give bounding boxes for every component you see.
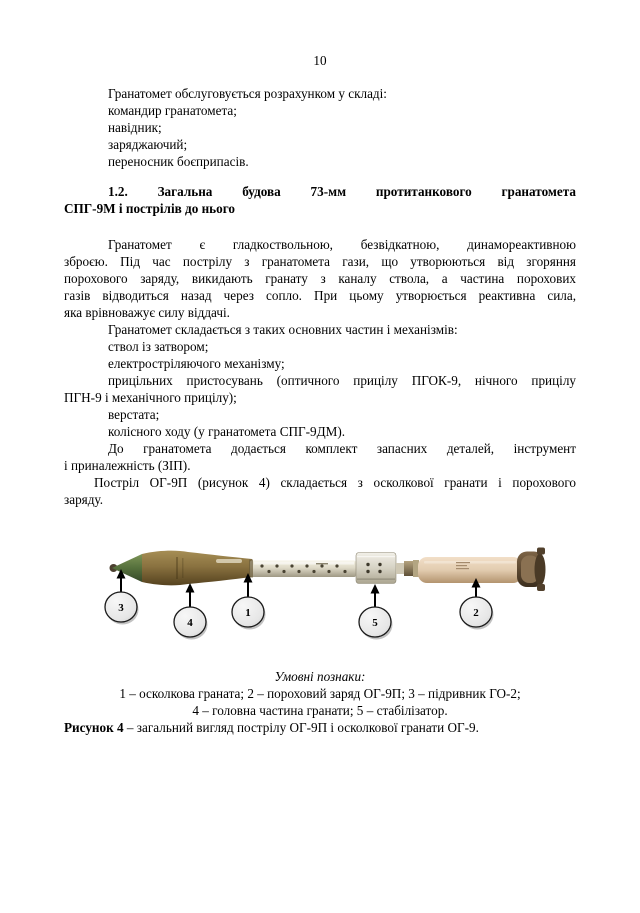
- callout-2: [460, 578, 494, 630]
- connector-neck: [396, 563, 404, 574]
- figure-caption: [64, 719, 576, 736]
- svg-text:5: 5: [372, 617, 378, 629]
- connector-ring: [404, 561, 414, 576]
- nozzle-block-groove: [357, 579, 395, 580]
- tube-seam: [249, 560, 253, 578]
- cap-lug: [537, 584, 545, 591]
- legend-line: 1 – осколкова граната; 2 – пороховий заряд ОГ-9П; 3 – підривник ГО-2;: [119, 686, 521, 701]
- list-item-line: заряджаючий;: [108, 137, 188, 152]
- projectile-photo: [110, 548, 546, 592]
- figure-caption-block: [64, 668, 576, 736]
- body-line: і приналежність (ЗІП).: [64, 458, 191, 473]
- section-heading-line: 1.2. Загальна будова 73-мм протитанкового гранатомета: [108, 184, 576, 199]
- section-heading-line: СПГ-9М і пострілів до нього: [64, 201, 236, 216]
- tube-stamp: [316, 563, 328, 564]
- body-line: Постріл ОГ-9П (рисунок 4) складається з осколкової гранати і порохового: [94, 475, 576, 490]
- warhead-stamp: [176, 557, 178, 579]
- list-item-line: верстата;: [108, 407, 160, 422]
- body-line: зброєю. Під час пострілу з гранатомета гази, що утворюються від згоряння: [64, 254, 576, 269]
- body-line: Гранатомет складається з таких основних частин і механізмів:: [108, 322, 458, 337]
- list-item-line: електростріляючого механізму;: [108, 356, 285, 371]
- callout-1: [232, 573, 266, 630]
- legend-title: Умовні познаки:: [274, 669, 366, 684]
- svg-text:2: 2: [473, 607, 479, 619]
- list-item-line: командир гранатомета;: [108, 103, 237, 118]
- page-body: [64, 52, 576, 508]
- body-line: яка врівноважує силу віддачі.: [64, 305, 230, 320]
- figure-caption-text: – загальний вигляд пострілу ОГ-9П і осколкової гранати ОГ-9.: [123, 720, 479, 735]
- warhead-body: [142, 551, 252, 586]
- list-item-line: ствол із затвором;: [108, 339, 209, 354]
- cap-lug: [537, 548, 545, 555]
- tube-highlight: [254, 562, 354, 565]
- body-line: До гранатомета додається комплект запасних деталей, інструмент: [108, 441, 576, 456]
- body-line: Гранатомет обслуговується розрахунком у складі:: [108, 86, 387, 101]
- warhead-glint: [216, 559, 242, 563]
- legend-line: 4 – головна частина гранати; 5 – стабілізатор.: [192, 703, 448, 718]
- svg-text:1: 1: [245, 607, 251, 619]
- svg-text:4: 4: [187, 617, 193, 629]
- body-line: порохового заряду, викидають гранату з каналу ствола, а частина порохових: [64, 271, 576, 286]
- list-item-line: ПГН-9 і механічного прицілу);: [64, 390, 237, 405]
- warhead-stamp: [182, 558, 184, 578]
- body-line: Гранатомет є гладкоствольною, безвідкатною, динамореактивною: [108, 237, 576, 252]
- figure-og9p-round: [0, 540, 640, 670]
- callout-5: [359, 584, 393, 640]
- figure-image: [0, 540, 640, 670]
- fuze-tip-cone: [112, 554, 142, 582]
- body-line: заряду.: [64, 492, 104, 507]
- figure-caption-label: Рисунок 4: [64, 720, 124, 735]
- nozzle-block-groove: [357, 556, 395, 557]
- callout-4: [174, 583, 208, 640]
- list-item-line: навідник;: [108, 120, 162, 135]
- list-item-line: колісного ходу (у гранатомета СПГ-9ДМ).: [108, 424, 346, 439]
- list-item-line: переносник боєприпасів.: [108, 154, 249, 169]
- list-item-line: прицільних пристосувань (оптичного прицілу ПГОК-9, нічного прицілу: [108, 373, 576, 388]
- svg-text:3: 3: [118, 602, 124, 614]
- charge-cap-rim: [535, 554, 546, 586]
- page-number: 10: [313, 53, 327, 68]
- body-line: газів відводиться назад через сопло. При цьому утворюється реактивна сила,: [64, 288, 576, 303]
- powder-charge: [418, 557, 522, 583]
